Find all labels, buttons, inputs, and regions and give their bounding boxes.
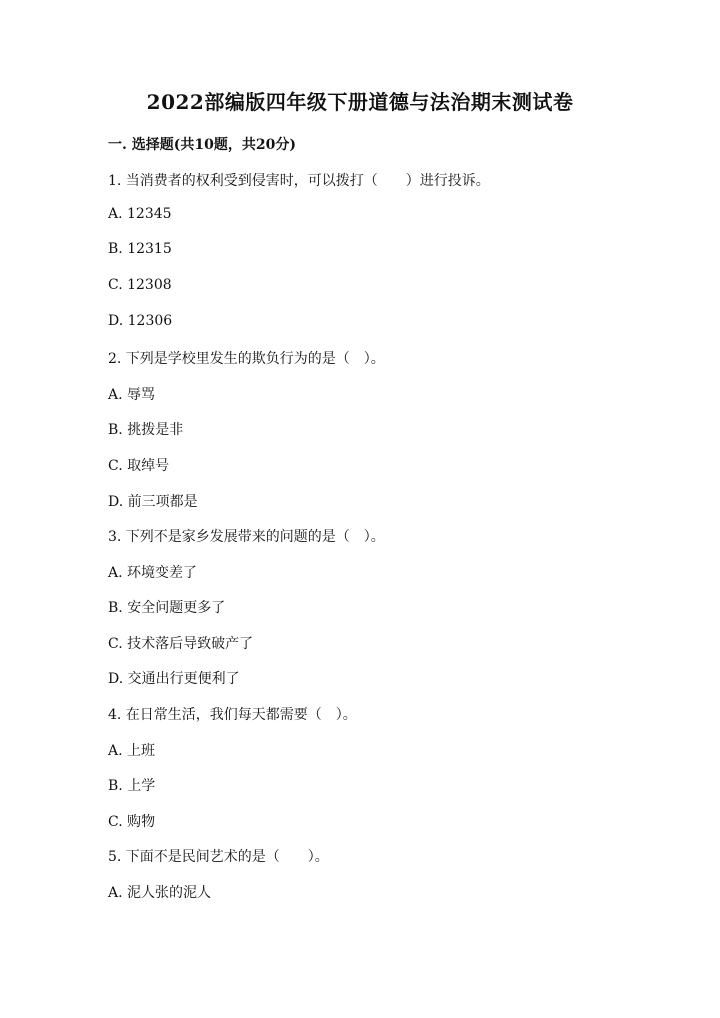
question-1-option-a: A. 12345 <box>108 206 172 222</box>
question-4-option-c: C. 购物 <box>108 814 156 830</box>
question-3-option-d: D. 交通出行更便利了 <box>108 671 240 687</box>
question-3-option-c: C. 技术落后导致破产了 <box>108 636 254 652</box>
question-1-option-d: D. 12306 <box>108 313 173 329</box>
question-1: 1. 当消费者的权利受到侵害时，可以拨打（ ）进行投诉。 <box>108 173 490 189</box>
question-2-option-d: D. 前三项都是 <box>108 494 198 510</box>
question-5: 5. 下面不是民间艺术的是（ ）。 <box>108 849 329 865</box>
question-3: 3. 下列不是家乡发展带来的问题的是（ ）。 <box>108 529 385 545</box>
question-4-option-a: A. 上班 <box>108 743 156 759</box>
question-4-option-b: B. 上学 <box>108 778 156 794</box>
question-5-option-a: A. 泥人张的泥人 <box>108 885 212 901</box>
question-3-option-b: B. 安全问题更多了 <box>108 600 226 616</box>
question-4: 4. 在日常生活，我们每天都需要（ ）。 <box>108 707 357 723</box>
question-2-option-a: A. 辱骂 <box>108 387 156 403</box>
question-2-option-c: C. 取绰号 <box>108 458 170 474</box>
section-heading: 一. 选择题(共10题，共20分) <box>108 137 296 153</box>
question-1-option-c: C. 12308 <box>108 277 172 293</box>
document-title: 2022部编版四年级下册道德与法治期末测试卷 <box>146 90 574 114</box>
question-2: 2. 下列是学校里发生的欺负行为的是（ ）。 <box>108 351 385 367</box>
question-3-option-a: A. 环境变差了 <box>108 565 198 581</box>
question-1-option-b: B. 12315 <box>108 241 172 257</box>
question-2-option-b: B. 挑拨是非 <box>108 422 184 438</box>
